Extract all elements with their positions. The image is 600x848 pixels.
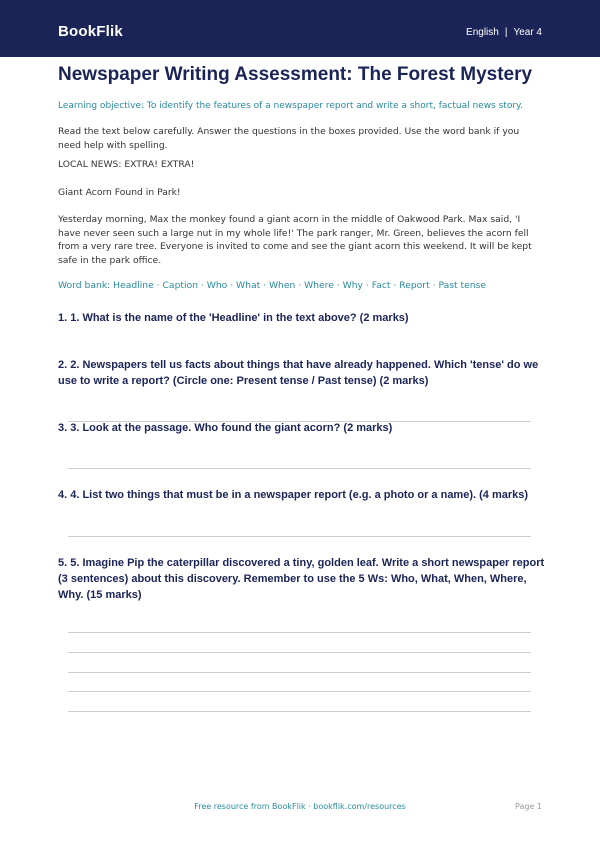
footer-credit[interactable]: Free resource from BookFlik · bookflik.com/resources bbox=[194, 802, 406, 811]
brand-logo: BookFlik bbox=[58, 23, 123, 40]
question-2: 2. 2. Newspapers tell us facts about things that have already happened. Which 'tense' do we use to write a report? (Circle one: Present tense / Past tense) (2 marks) bbox=[58, 359, 539, 387]
answer-line[interactable] bbox=[68, 672, 531, 673]
passage-kicker: LOCAL NEWS: EXTRA! EXTRA! bbox=[58, 159, 195, 170]
answer-line[interactable] bbox=[68, 652, 531, 653]
question-1: 1. 1. What is the name of the 'Headline' in the text above? (2 marks) bbox=[58, 312, 409, 324]
word-bank: Word bank: Headline · Caption · Who · What · When · Where · Why · Fact · Report · Past tense bbox=[58, 280, 487, 291]
answer-line[interactable] bbox=[68, 632, 531, 633]
question-5: 5. 5. Imagine Pip the caterpillar discovered a tiny, golden leaf. Write a short newspaper report (3 sentences) about this discovery. Remember to use the 5 Ws: Who, What, When, Where, Why. (15 marks) bbox=[58, 557, 545, 601]
page-title: Newspaper Writing Assessment: The Forest Mystery bbox=[58, 64, 533, 85]
learning-objective: Learning objective: To identify the features of a newspaper report and write a short, factual news story. bbox=[58, 101, 523, 111]
question-3: 3. 3. Look at the passage. Who found the giant acorn? (2 marks) bbox=[58, 422, 393, 434]
answer-line[interactable] bbox=[68, 468, 531, 469]
answer-line[interactable] bbox=[68, 711, 531, 712]
header-bar bbox=[0, 0, 600, 57]
answer-line[interactable] bbox=[68, 691, 531, 692]
question-4: 4. 4. List two things that must be in a newspaper report (e.g. a photo or a name). (4 marks) bbox=[58, 489, 529, 501]
header-meta bbox=[466, 27, 542, 38]
year-label: Year 4 bbox=[513, 27, 542, 38]
passage-headline: Giant Acorn Found in Park! bbox=[58, 187, 181, 198]
subject-label: English bbox=[466, 27, 499, 38]
passage-body: Yesterday morning, Max the monkey found a giant acorn in the middle of Oakwood Park. Max said, 'I have never seen such a large nut in my whole life!' The park ranger, Mr. Green, believes the acorn fell from a very rare tree. Everyone is invited to come and see the giant acorn this weekend. It will be kept safe in the park office. bbox=[58, 214, 532, 266]
instructions: Read the text below carefully. Answer the questions in the boxes provided. Use the word bank if you need help with spelling. bbox=[58, 126, 520, 151]
page-number: Page 1 bbox=[515, 802, 542, 811]
header-separator: | bbox=[504, 27, 508, 38]
answer-line[interactable] bbox=[68, 536, 531, 537]
